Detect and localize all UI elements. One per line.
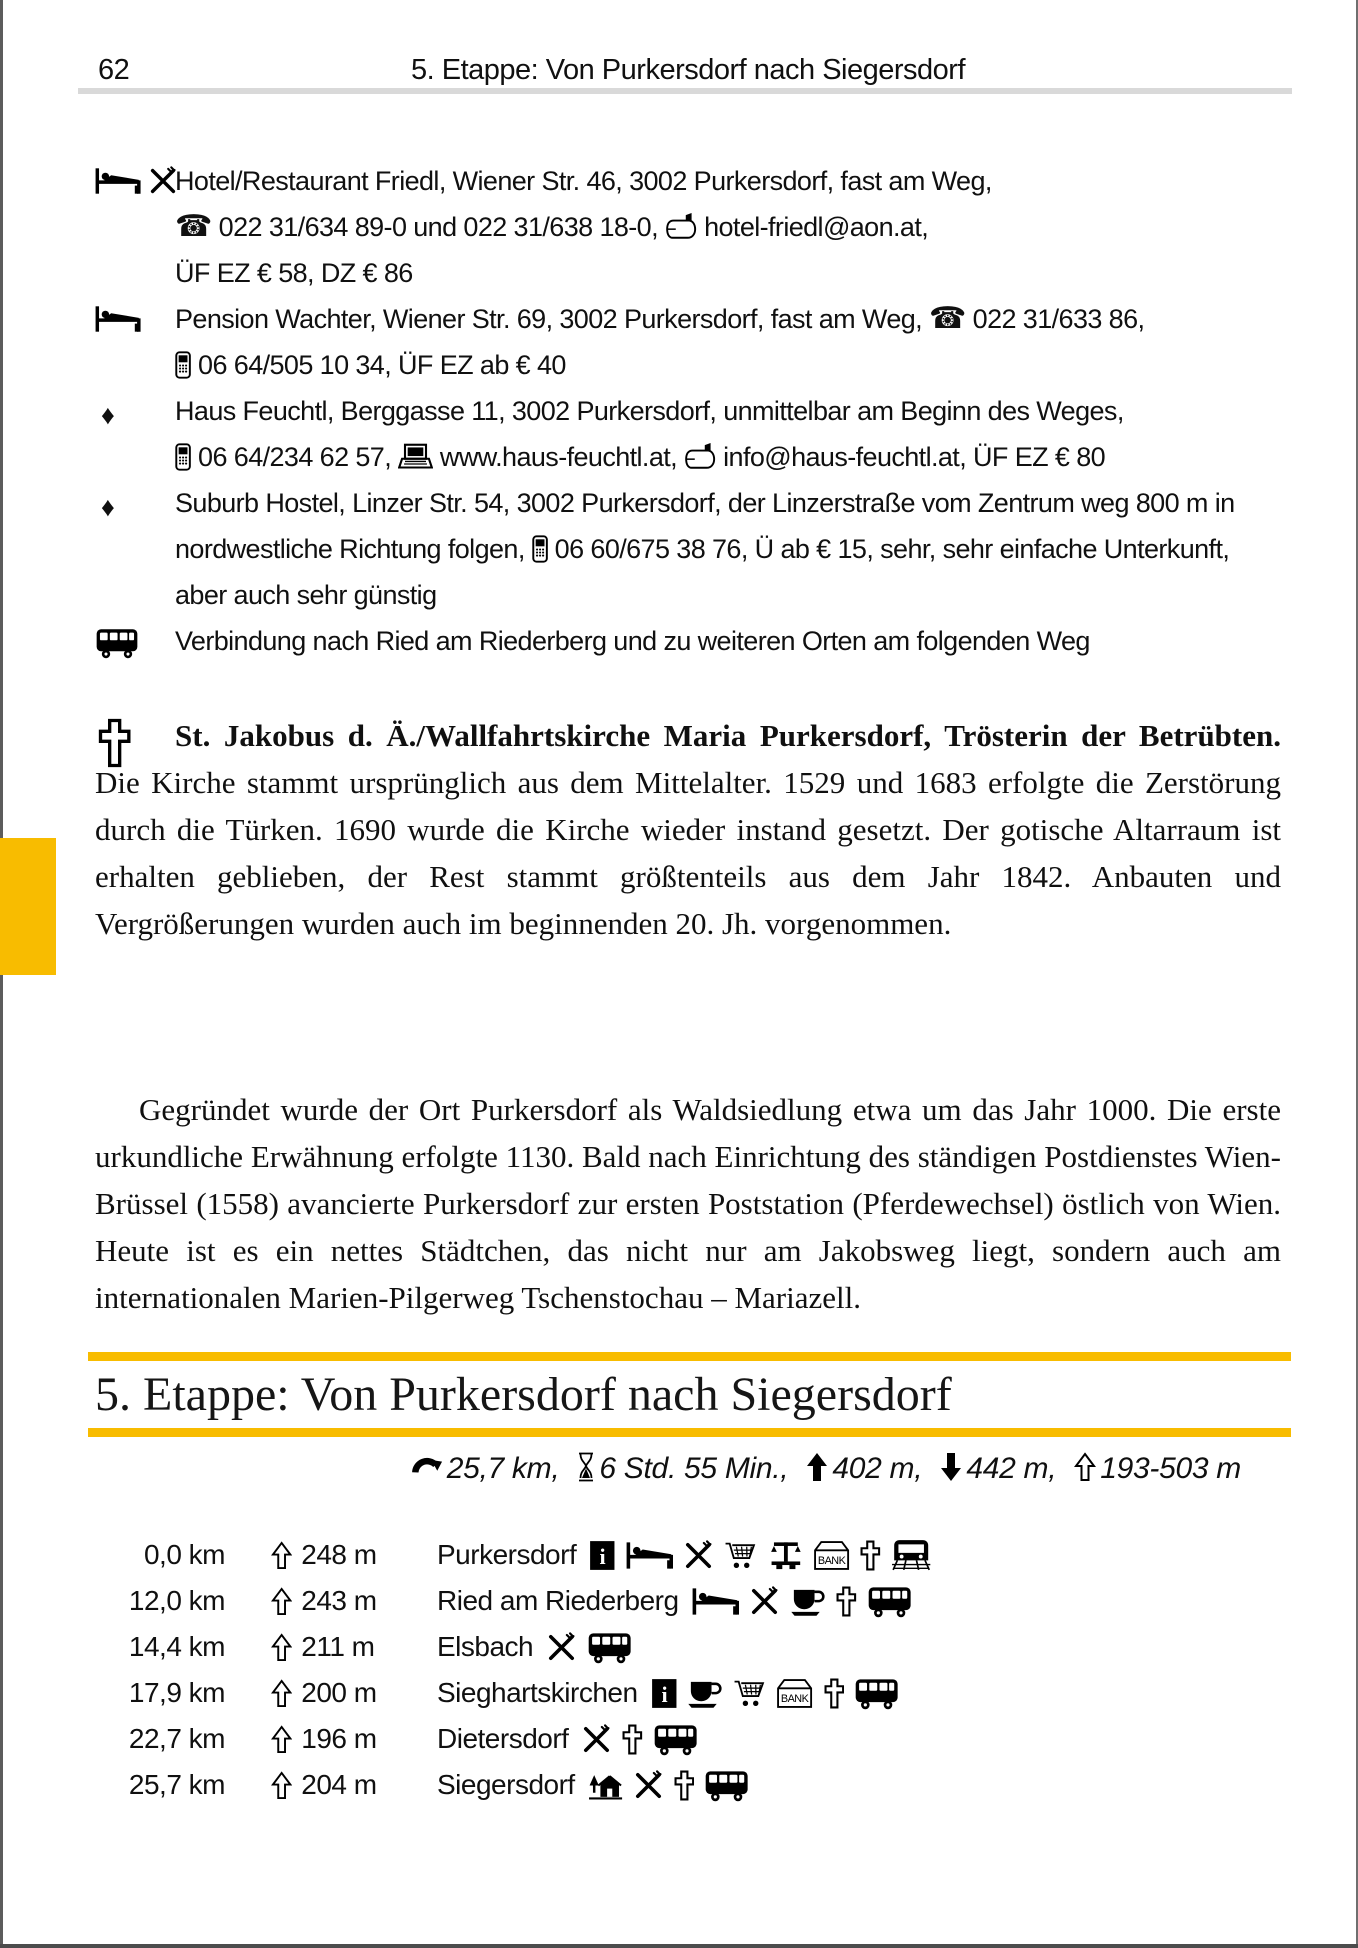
entry-text (175, 618, 1281, 664)
restaurant-icon (546, 1632, 577, 1663)
bank-icon (813, 1540, 850, 1571)
church-cross-icon (98, 718, 131, 781)
entry-marker-icons (95, 388, 175, 480)
waypoint-name: Purkersdorf (437, 1539, 577, 1570)
phone-icon: ☎ (928, 302, 966, 335)
text-segment: ÜF EZ € 58, DZ € 86 (175, 258, 413, 288)
cart-icon (724, 1540, 757, 1571)
church-paragraph (95, 712, 1281, 947)
waypoint-row (95, 1624, 932, 1670)
bed-icon (95, 304, 141, 334)
waypoint-elevation (225, 1585, 437, 1617)
waypoint-row (95, 1762, 932, 1808)
stage-heading: 5. Etappe: Von Purkersdorf nach Siegersdorf (95, 1368, 952, 1421)
bus-icon (704, 1768, 749, 1802)
svg-text:i: i (661, 1681, 667, 1707)
church-body: Die Kirche stammt ursprünglich aus dem Mittelalter. 1529 und 1683 erfolgte die Zerstörung durch die Türken. 1690 wurde die Kirche wieder instand gesetzt. Der gotische Altarraum ist erhalten geblieben, der Rest stammt größtenteils aus dem Jahr 1842. Anbauten und Vergrößerungen wurden auch im beginnenden 20. Jh. vorgenommen. (95, 765, 1281, 941)
diamond-icon: ♦ (101, 492, 115, 522)
text-segment: Suburb Hostel, Linzer Str. 54, 3002 Purkersdorf, der Linzerstraße vom Zentrum weg 800 m in nordwestliche Richtung folgen, (175, 488, 1235, 564)
elevation-icon (271, 1633, 292, 1662)
waypoint-elevation-value: 196 m (301, 1723, 377, 1754)
church-icon (622, 1724, 643, 1755)
waypoint-elevation (225, 1723, 437, 1755)
elevation-icon (271, 1587, 292, 1616)
header-rule (78, 88, 1292, 94)
text-segment: 06 60/675 38 76, Ü ab € 15, sehr, sehr einfache Unterkunft, aber auch sehr günstig (175, 534, 1230, 610)
email-icon (665, 212, 697, 242)
cafe-icon (687, 1678, 723, 1709)
church-title: St. Jakobus d. Ä./Wallfahrtskirche Maria Purkersdorf, Trösterin der Betrübten. (175, 718, 1281, 753)
waypoint-elevation (225, 1677, 437, 1709)
info-icon (651, 1678, 678, 1709)
diamond-icon: ♦ (101, 400, 115, 430)
waypoint-name: Sieghartskirchen (437, 1677, 638, 1708)
laptop-icon (398, 442, 433, 472)
text-segment: 402 m, (832, 1452, 931, 1485)
waypoint-km: 22,7 km (128, 1723, 225, 1754)
waypoint-elevation-value: 211 m (301, 1631, 375, 1662)
accommodation-entry (95, 388, 1281, 480)
text-segment: hotel-friedl@aon.at, (697, 212, 929, 242)
waypoint-name-cell (437, 1722, 698, 1756)
page-edge-bottom (0, 1944, 1358, 1948)
entry-text (175, 480, 1281, 618)
text-segment: 193-503 m (1100, 1452, 1241, 1485)
waypoint-km: 25,7 km (128, 1769, 225, 1800)
svg-text:BANK: BANK (818, 1554, 846, 1567)
text-segment: 06 64/234 62 57, (191, 442, 399, 472)
text-segment: Pension Wachter, Wiener Str. 69, 3002 Purkersdorf, fast am Weg, (175, 304, 929, 334)
waypoint-name-cell (437, 1584, 912, 1618)
text-segment: 6 Std. 55 Min., (599, 1452, 797, 1485)
waypoint-km: 0,0 km (143, 1539, 225, 1570)
entry-text (175, 158, 1281, 296)
waypoint-name-cell (437, 1538, 932, 1572)
church-icon (824, 1678, 845, 1709)
entry-text (175, 388, 1281, 480)
accommodation-list (95, 158, 1281, 664)
waypoint-elevation-value: 204 m (301, 1769, 377, 1800)
bus-icon (854, 1676, 899, 1710)
text-segment: 442 m, (966, 1452, 1065, 1485)
entry-marker-icons (95, 158, 175, 296)
history-section (95, 1086, 1281, 1321)
text-segment: Haus Feuchtl, Berggasse 11, 3002 Purkersdorf, unmittelbar am Beginn des Weges, (175, 396, 1124, 426)
svg-text:BANK: BANK (781, 1692, 809, 1705)
text-segment: info@haus-feuchtl.at, ÜF EZ € 80 (716, 442, 1106, 472)
accommodation-entry (95, 296, 1281, 388)
accommodation-entry (95, 618, 1281, 664)
stage-heading-rule-top (88, 1352, 1291, 1361)
waypoint-elevation-value: 248 m (301, 1539, 377, 1570)
waypoint-elevation (225, 1631, 437, 1663)
entry-marker-icons (95, 480, 175, 618)
page-number: 62 (98, 54, 130, 86)
train-icon (891, 1538, 931, 1572)
waypoint-name-cell (437, 1630, 632, 1664)
waypoint-name: Ried am Riederberg (437, 1585, 679, 1616)
church-icon (836, 1586, 857, 1617)
bus-icon (653, 1722, 698, 1756)
elevation-icon (271, 1541, 292, 1570)
restaurant-icon (581, 1724, 612, 1755)
text-segment: Verbindung nach Ried am Riederberg und zu weiteren Orten am folgenden Weg (175, 626, 1090, 656)
bed-icon (95, 166, 141, 196)
waypoint-name: Dietersdorf (437, 1723, 569, 1754)
church-icon (674, 1770, 695, 1801)
bus-icon (587, 1630, 632, 1664)
mobile-icon (175, 350, 191, 380)
waypoint-row (95, 1716, 932, 1762)
waypoint-name: Siegersdorf (437, 1769, 575, 1800)
waypoint-name-cell (437, 1676, 900, 1710)
waypoint-table (95, 1532, 932, 1808)
ascent-icon (806, 1452, 828, 1485)
text-segment: 06 64/505 10 34, ÜF EZ ab € 40 (191, 350, 566, 380)
entry-text (175, 296, 1281, 388)
stage-heading-rule-bottom (88, 1428, 1291, 1437)
restaurant-icon (633, 1770, 664, 1801)
waypoint-row (95, 1670, 932, 1716)
stage-stats-line (95, 1452, 1241, 1486)
bus-icon (95, 626, 139, 659)
restaurant-icon (148, 166, 178, 196)
chapter-edge-tab (0, 838, 56, 975)
bed-icon (626, 1540, 674, 1571)
descent-icon (940, 1452, 962, 1485)
waypoint-km: 12,0 km (128, 1585, 225, 1616)
entry-marker-icons (95, 618, 175, 664)
text-segment: 25,7 km, (446, 1452, 568, 1485)
text-segment: www.haus-feuchtl.at, (433, 442, 684, 472)
elevation-icon (271, 1771, 292, 1800)
restaurant-icon (749, 1586, 780, 1617)
svg-text:i: i (599, 1543, 606, 1569)
waypoint-name-cell (437, 1768, 750, 1802)
waypoint-km: 14,4 km (128, 1631, 225, 1662)
waypoint-name: Elsbach (437, 1631, 534, 1662)
waypoint-elevation-value: 243 m (301, 1585, 377, 1616)
history-paragraph: Gegründet wurde der Ort Purkersdorf als Waldsiedlung etwa um das Jahr 1000. Die erste urkundliche Erwähnung erfolgte 1130. Bald nach Einrichtung des ständigen Postdienstes Wien-Brüssel (1558) avancierte Purkersdorf zur ersten Poststation (Pferdewechsel) östlich von Wien. Heute ist es ein nettes Städtchen, das nicht nur am Jakobsweg liegt, sondern auch am internationalen Marien-Pilgerweg Tschenstochau – Mariazell. (95, 1092, 1281, 1315)
waypoint-elevation (225, 1539, 437, 1571)
church-section (95, 712, 1281, 947)
bus-icon (867, 1584, 912, 1618)
restaurant-icon (683, 1540, 714, 1571)
text-segment: Hotel/Restaurant Friedl, Wiener Str. 46, 3002 Purkersdorf, fast am Weg, (175, 166, 992, 196)
email-icon (684, 442, 716, 472)
scales-icon (768, 1540, 804, 1571)
mobile-icon (532, 534, 548, 564)
text-segment: 022 31/634 89-0 und 022 31/638 18-0, (211, 212, 665, 242)
hourglass-icon (577, 1452, 595, 1485)
elevation-icon (271, 1725, 292, 1754)
waypoint-elevation-value: 200 m (301, 1677, 377, 1708)
waypoint-row (95, 1532, 932, 1578)
mobile-icon (175, 442, 191, 472)
cart-icon (733, 1678, 766, 1709)
phone-icon: ☎ (175, 210, 212, 243)
distance-icon (411, 1452, 443, 1485)
running-title: 5. Etappe: Von Purkersdorf nach Siegersdorf (410, 54, 965, 86)
accommodation-entry (95, 480, 1281, 618)
stage-heading-block (88, 1352, 1291, 1437)
elevation-icon (271, 1679, 292, 1708)
cafe-icon (790, 1586, 826, 1617)
text-segment: 022 31/633 86, (965, 304, 1145, 334)
entry-marker-icons (95, 296, 175, 388)
waypoint-elevation (225, 1769, 437, 1801)
bank-icon (776, 1678, 813, 1709)
waypoint-km: 17,9 km (128, 1677, 225, 1708)
waypoint-row (95, 1578, 932, 1624)
church-icon (860, 1540, 881, 1571)
info-icon (589, 1540, 616, 1571)
elevation-icon (1074, 1452, 1096, 1485)
hut-icon (588, 1770, 623, 1801)
bed-icon (692, 1586, 740, 1617)
accommodation-entry (95, 158, 1281, 296)
